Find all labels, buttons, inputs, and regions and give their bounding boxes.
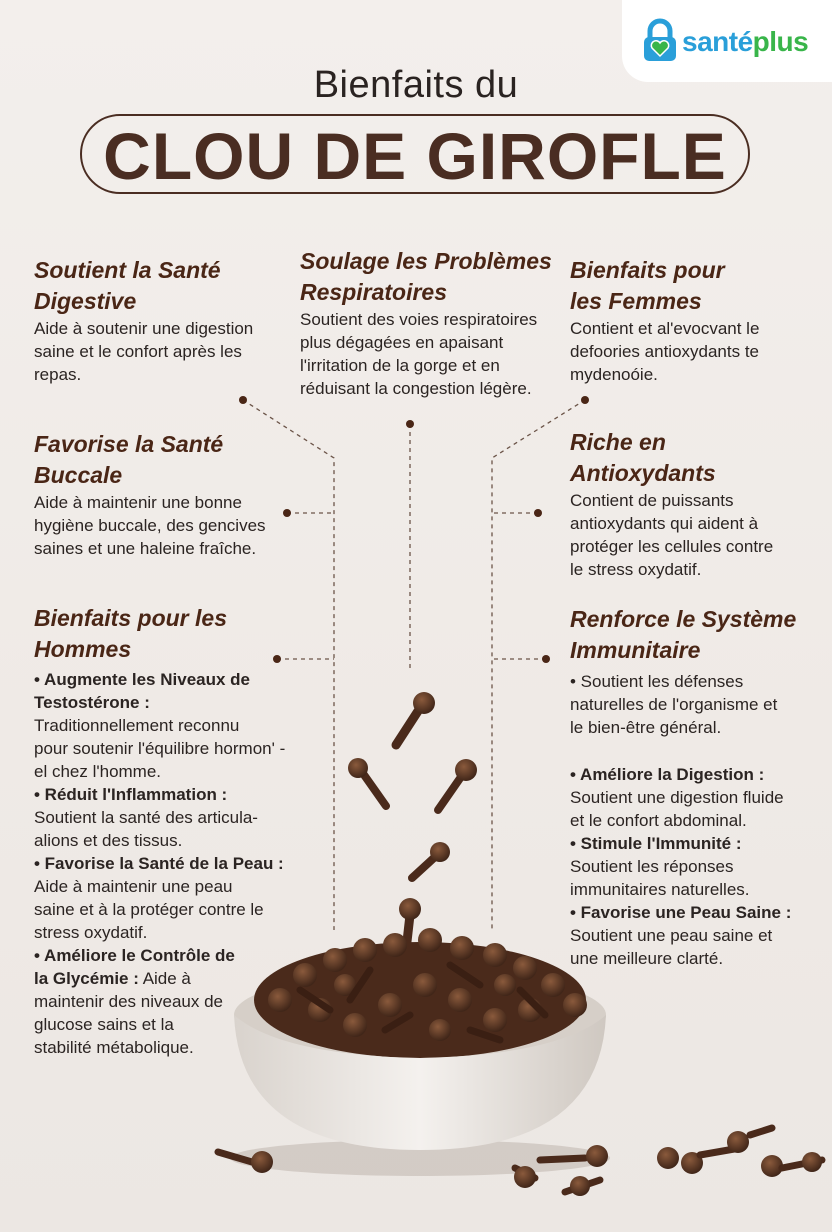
title-line: Digestive xyxy=(34,288,137,314)
title-line: Favorise la Santé xyxy=(34,431,224,457)
text-line: plus dégagées en apaisant xyxy=(300,333,504,352)
text-line: réduisant la congestion légère. xyxy=(300,379,532,398)
text-line: stabilité métabolique. xyxy=(34,1038,194,1057)
text-line: Soutient des voies respiratoires xyxy=(300,310,538,329)
text-line: le stress oxydatif. xyxy=(570,560,702,579)
section-digestive-title xyxy=(34,255,314,317)
text-line: Soutient la santé des articula- xyxy=(34,808,258,827)
section-antioxidants xyxy=(570,427,820,581)
text-line: Aide à maintenir une peau xyxy=(34,877,233,896)
section-antioxidants-title xyxy=(570,427,820,489)
section-immune-title xyxy=(570,604,825,666)
title-line: Buccale xyxy=(34,462,123,488)
text-line: defoories antioxydants te xyxy=(570,342,760,361)
title-line: les Femmes xyxy=(570,288,702,314)
title-line: Bienfaits pour les xyxy=(34,605,227,631)
brand-name-accent: plus xyxy=(752,26,809,57)
list-item-heading: • Améliore le Contrôle de xyxy=(34,946,235,965)
text-line: immunitaires naturelles. xyxy=(570,880,750,899)
text-line: el chez l'homme. xyxy=(34,762,162,781)
list-item-heading: Testostérone : xyxy=(34,693,150,712)
text-line: saine et le confort après les xyxy=(34,342,242,361)
list-item-heading: la Glycémie : xyxy=(34,969,139,988)
list-item-heading: • Stimule l'Immunité : xyxy=(570,834,742,853)
section-oral-text xyxy=(34,491,304,560)
section-oral-title xyxy=(34,429,304,491)
list-item-heading: • Favorise la Santé de la Peau : xyxy=(34,854,284,873)
section-digestive xyxy=(34,255,314,386)
text-line: protéger les cellules contre xyxy=(570,537,774,556)
title-line: Antioxydants xyxy=(570,460,716,486)
title-line: Respiratoires xyxy=(300,279,448,305)
text-line: Soutient une digestion fluide xyxy=(570,788,784,807)
list-item-heading: • Réduit l'Inflammation : xyxy=(34,785,228,804)
section-men xyxy=(34,603,299,1059)
text-line: et le confort abdominal. xyxy=(570,811,747,830)
section-respiratory-text xyxy=(300,308,570,400)
section-women xyxy=(570,255,820,386)
title-line: Riche en xyxy=(570,429,666,455)
falling-cloves xyxy=(348,692,477,968)
section-respiratory-title xyxy=(300,246,570,308)
list-item-heading: • Augmente les Niveaux de xyxy=(34,670,251,689)
title-line1: Bienfaits du xyxy=(313,64,519,106)
list-item-heading: • Favorise une Peau Saine : xyxy=(570,903,792,922)
text-line: Soutient les réponses xyxy=(570,857,734,876)
title-line: Renforce le Système xyxy=(570,606,797,632)
text-line: glucose sains et la xyxy=(34,1015,174,1034)
text-line: le bien-être général. xyxy=(570,718,722,737)
text-line: • Soutient les défenses xyxy=(570,672,744,691)
title-line: Immunitaire xyxy=(570,637,701,663)
section-respiratory xyxy=(300,246,570,400)
section-women-title xyxy=(570,255,820,317)
text-line: mydenoóie. xyxy=(570,365,658,384)
text-line: stress oxydatif. xyxy=(34,923,148,942)
text-line: Aide à xyxy=(142,969,191,988)
section-immune-list xyxy=(570,763,825,970)
title-line: Hommes xyxy=(34,636,132,662)
section-men-title xyxy=(34,603,299,665)
text-line: Contient de puissants xyxy=(570,491,734,510)
title-line: Soulage les Problèmes xyxy=(300,248,552,274)
text-line: Aide à soutenir une digestion xyxy=(34,319,254,338)
text-line: Contient et al'evocvant le xyxy=(570,319,760,338)
text-line: hygiène buccale, des gencives xyxy=(34,516,266,535)
section-immune xyxy=(570,604,825,970)
clove-pile xyxy=(254,928,587,1058)
text-line: repas. xyxy=(34,365,82,384)
title-line2: CLOU DE GIROFLE xyxy=(103,119,727,193)
section-digestive-text xyxy=(34,317,314,386)
title-line: Soutient la Santé xyxy=(34,257,221,283)
brand-name-main: santé xyxy=(682,26,753,57)
text-line: alions et des tissus. xyxy=(34,831,183,850)
section-women-text xyxy=(570,317,820,386)
text-line: naturelles de l'organisme et xyxy=(570,695,778,714)
text-line: saines et une haleine fraîche. xyxy=(34,539,257,558)
section-men-list xyxy=(34,668,299,1059)
text-line: une meilleure clarté. xyxy=(570,949,724,968)
section-antioxidants-text xyxy=(570,489,820,581)
text-line: l'irritation de la gorge et en xyxy=(300,356,500,375)
section-oral xyxy=(34,429,304,560)
text-line: Traditionnellement reconnu xyxy=(34,716,240,735)
text-line: saine et à la protéger contre le xyxy=(34,900,264,919)
text-line: antioxydants qui aident à xyxy=(570,514,759,533)
text-line: pour soutenir l'équilibre hormon' - xyxy=(34,739,286,758)
text-line: Aide à maintenir une bonne xyxy=(34,493,242,512)
list-item-heading: • Améliore la Digestion : xyxy=(570,765,765,784)
section-immune-intro xyxy=(570,670,825,739)
title-line: Bienfaits pour xyxy=(570,257,725,283)
text-line: maintenir des niveaux de xyxy=(34,992,224,1011)
text-line: Soutient une peau saine et xyxy=(570,926,773,945)
